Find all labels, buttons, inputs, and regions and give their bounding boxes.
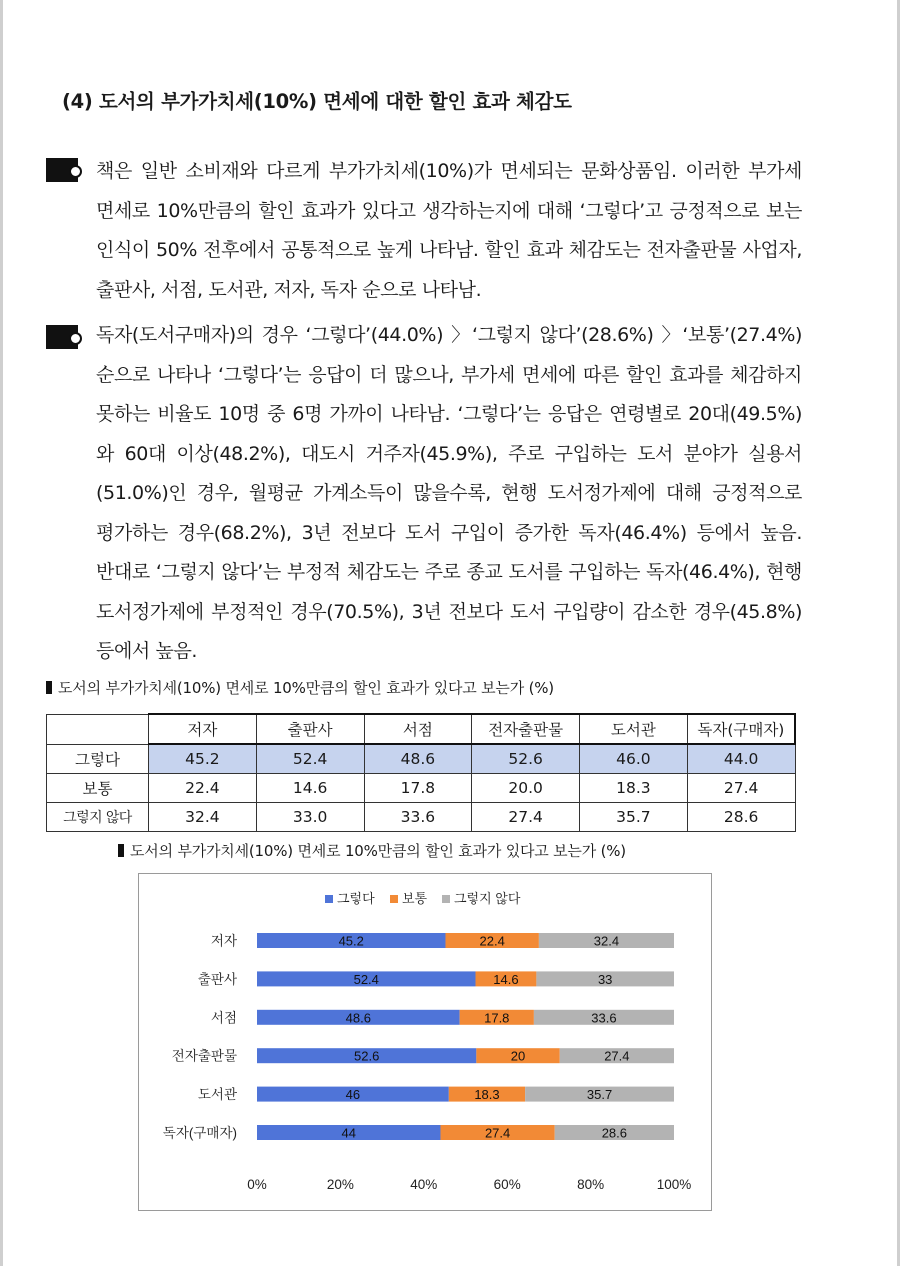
row-label: 그렇지 않다: [47, 803, 149, 832]
stacked-bar-chart: [139, 874, 711, 1210]
circle-bullet-icon: [69, 165, 82, 178]
legend-swatch: [442, 895, 450, 903]
table-caption: [46, 677, 554, 698]
data-label: 35.7: [586, 1087, 613, 1103]
table-cell: 33.0: [256, 803, 364, 832]
legend-swatch: [390, 895, 398, 903]
table-corner-cell: [47, 714, 149, 744]
data-label: 32.4: [593, 933, 620, 949]
data-label: 48.6: [345, 1010, 371, 1026]
x-tick-label: 20%: [326, 1177, 354, 1192]
table-cell: 46.0: [580, 744, 688, 774]
table-cell: 18.3: [580, 774, 688, 803]
table-cell: 14.6: [256, 774, 364, 803]
square-bullet-icon: [118, 844, 124, 857]
chart-caption: [118, 840, 626, 861]
paragraph-1: 책은 일반 소비재와 다르게 부가가치세(10%)가 면세되는 문화상품임. 이러한 부가세 면세로 10%만큼의 할인 효과가 있다고 생각하는지에 대해 ‘그렇다’고 긍정적으로 보는 인식이 50% 전후에서 공통적으로 높게 나타남. 할인 효과 체감도는 전자출판물 사업자, 출판사, 서점, 도서관, 저자, 독자 순으로 나타남.: [96, 160, 802, 301]
x-tick-label: 60%: [493, 1177, 521, 1192]
legend-label: 보통: [402, 891, 428, 906]
x-tick-label: 0%: [247, 1177, 267, 1192]
chart-frame: [138, 873, 712, 1211]
table-cell: 28.6: [687, 803, 795, 832]
legend-label: 그렇지 않다: [454, 891, 521, 906]
survey-table: [46, 713, 796, 832]
table-cell: 48.6: [364, 744, 472, 774]
category-label: 출판사: [197, 971, 237, 987]
section-heading: (4) 도서의 부가가치세(10%) 면세에 대한 할인 효과 체감도: [62, 90, 572, 113]
table-cell: 22.4: [149, 774, 257, 803]
data-label: 27.4: [484, 1125, 511, 1141]
table-cell: 33.6: [364, 803, 472, 832]
square-bullet-icon: [46, 681, 52, 694]
table-cell: 27.4: [472, 803, 580, 832]
table-header-row: [47, 714, 796, 744]
category-label: 도서관: [197, 1087, 237, 1103]
table-row: [47, 774, 796, 803]
table-row: [47, 803, 796, 832]
table-cell: 32.4: [149, 803, 257, 832]
bullet-marker: [46, 158, 78, 182]
legend-swatch: [325, 895, 333, 903]
row-label: 보통: [47, 774, 149, 803]
data-label: 17.8: [484, 1010, 510, 1026]
column-header: 출판사: [256, 714, 364, 744]
circle-bullet-icon: [69, 332, 82, 345]
column-header: 전자출판물: [472, 714, 580, 744]
table-cell: 45.2: [149, 744, 257, 774]
table-cell: 44.0: [687, 744, 795, 774]
category-label: 저자: [210, 933, 237, 949]
column-header: 독자(구매자): [687, 714, 795, 744]
page-edge-left: [0, 0, 3, 1266]
table-caption-text: 도서의 부가가치세(10%) 면세로 10%만큼의 할인 효과가 있다고 보는가 (%): [58, 679, 554, 697]
column-header: 도서관: [580, 714, 688, 744]
data-label: 46: [345, 1087, 361, 1103]
data-label: 44: [341, 1125, 356, 1141]
x-tick-label: 40%: [410, 1177, 438, 1192]
legend-label: 그렇다: [337, 891, 375, 906]
data-label: 28.6: [601, 1125, 628, 1141]
data-label: 20: [510, 1048, 526, 1064]
column-header: 저자: [149, 714, 257, 744]
table-cell: 27.4: [687, 774, 795, 803]
bullet-marker: [46, 325, 78, 349]
table-cell: 52.6: [472, 744, 580, 774]
column-header: 서점: [364, 714, 472, 744]
category-label: 독자(구매자): [162, 1125, 237, 1141]
table-cell: 52.4: [256, 744, 364, 774]
x-tick-label: 80%: [577, 1177, 605, 1192]
data-label: 33: [597, 971, 613, 987]
table-cell: 17.8: [364, 774, 472, 803]
data-label: 22.4: [479, 933, 505, 949]
data-label: 18.3: [474, 1087, 500, 1103]
category-label: 전자출판물: [171, 1048, 237, 1064]
data-label: 52.4: [353, 971, 379, 987]
data-label: 27.4: [604, 1048, 630, 1064]
data-label: 52.6: [354, 1048, 380, 1064]
table-cell: 35.7: [580, 803, 688, 832]
category-label: 서점: [210, 1010, 237, 1026]
data-label: 45.2: [338, 933, 364, 949]
x-tick-label: 100%: [656, 1177, 692, 1192]
paragraph-2: 독자(도서구매자)의 경우 ‘그렇다’(44.0%) 〉‘그렇지 않다’(28.6%) 〉‘보통’(27.4%) 순으로 나타나 ‘그렇다’는 응답이 더 많으나, 부가세 면세에 따른 할인 효과를 체감하지 못하는 비율도 10명 중 6명 가까이 나타남. ‘그렇다’는 응답은 연령별로 20대(49.5%)와 60대 이상(48.2%), 대도시 거주자(45.9%), 주로 구입하는 도서 분야가 실용서(51.0%)인 경우, 월평균 가계소득이 많을수록, 현행 도서정가제에 대해 긍정적으로 평가하는 경우(68.2%), 3년 전보다 도서 구입이 증가한 독자(46.4%) 등에서 높음. 반대로 ‘그렇지 않다’는 부정적 체감도는 주로 종교 도서를 구입하는 독자(46.4%), 현행 도서정가제에 부정적인 경우(70.5%), 3년 전보다 도서 구입량이 감소한 경우(45.8%) 등에서 높음.: [96, 324, 802, 662]
chart-caption-text: 도서의 부가가치세(10%) 면세로 10%만큼의 할인 효과가 있다고 보는가 (%): [130, 842, 626, 860]
row-label: 그렇다: [47, 744, 149, 774]
table-cell: 20.0: [472, 774, 580, 803]
data-label: 14.6: [493, 971, 519, 987]
table-row: [47, 744, 796, 774]
data-label: 33.6: [591, 1010, 617, 1026]
